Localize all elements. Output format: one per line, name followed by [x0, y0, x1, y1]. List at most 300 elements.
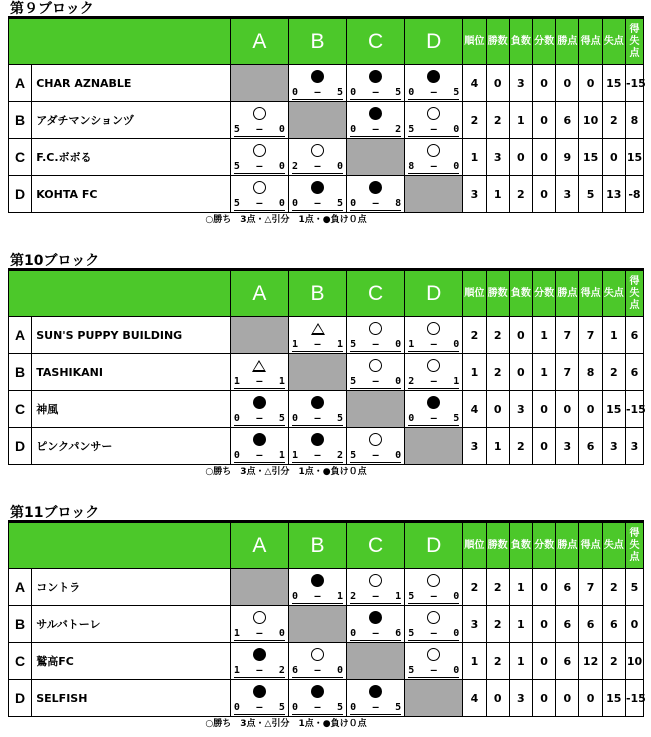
score-against: 5 — [395, 87, 402, 98]
score-against: 0 — [278, 161, 285, 172]
result-mark — [231, 141, 288, 159]
score-dash: – — [430, 87, 437, 98]
match-result-cell — [288, 139, 346, 176]
stat-header: 得点 — [579, 271, 602, 317]
match-result-cell — [405, 317, 463, 354]
score-dash: – — [372, 339, 379, 350]
stat-cell: 15 — [602, 65, 625, 102]
match-score — [292, 413, 343, 426]
score-dash: – — [256, 665, 263, 676]
stat-cell: 3 — [602, 428, 625, 465]
team-letter: B — [9, 354, 32, 391]
stat-cell: 1 — [533, 317, 556, 354]
table-row — [9, 569, 644, 606]
score-for: 6 — [291, 665, 298, 676]
match-score — [292, 161, 343, 174]
stat-header: 失点 — [602, 271, 625, 317]
stat-cell: 2 — [486, 354, 509, 391]
loss-dot-icon — [311, 181, 324, 194]
stat-cell: 2 — [602, 354, 625, 391]
team-letter: C — [9, 643, 32, 680]
loss-dot-icon — [369, 611, 382, 624]
stat-cell: 0 — [579, 680, 602, 717]
score-for: 0 — [350, 702, 357, 713]
win-circle-icon — [311, 144, 324, 157]
result-mark — [405, 67, 462, 85]
match-score — [350, 591, 401, 604]
result-mark — [289, 178, 346, 196]
stat-cell: 2 — [602, 643, 625, 680]
match-score — [234, 702, 285, 715]
score-against: 0 — [278, 628, 285, 639]
stat-cell: 2 — [486, 317, 509, 354]
result-mark — [231, 682, 288, 700]
loss-dot-icon — [253, 685, 266, 698]
team-name: CHAR AZNABLE — [32, 65, 231, 102]
header-blank — [9, 19, 231, 65]
stat-cell: 10 — [579, 102, 602, 139]
score-against: 6 — [395, 628, 402, 639]
score-for: 0 — [291, 198, 298, 209]
header-row — [9, 19, 644, 65]
match-result-cell — [347, 680, 405, 717]
match-result-cell — [347, 606, 405, 643]
block — [8, 504, 644, 731]
match-result-cell — [405, 391, 463, 428]
score-dash: – — [430, 591, 437, 602]
header-blank — [9, 271, 231, 317]
score-against: 0 — [453, 161, 460, 172]
match-result-cell — [288, 317, 346, 354]
stat-cell: 1 — [602, 317, 625, 354]
match-score — [350, 339, 401, 352]
match-score — [350, 450, 401, 463]
score-for: 5 — [233, 198, 240, 209]
team-name: SELFISH — [32, 680, 231, 717]
score-against: 5 — [337, 87, 344, 98]
score-dash: – — [372, 376, 379, 387]
match-result-cell — [230, 354, 288, 391]
table-row — [9, 139, 644, 176]
block-title: 第11ブロック — [8, 504, 644, 522]
score-against: 0 — [453, 124, 460, 135]
header-row — [9, 271, 644, 317]
result-mark — [347, 430, 404, 448]
match-score — [350, 124, 401, 137]
score-dash: – — [430, 628, 437, 639]
match-result-cell — [405, 102, 463, 139]
win-circle-icon — [427, 107, 440, 120]
stat-cell: 15 — [602, 391, 625, 428]
result-mark — [231, 393, 288, 411]
match-score — [408, 591, 459, 604]
match-score — [350, 198, 401, 211]
stat-cell: 8 — [579, 354, 602, 391]
loss-dot-icon — [311, 433, 324, 446]
block — [8, 252, 644, 479]
win-circle-icon — [427, 359, 440, 372]
header-row — [9, 523, 644, 569]
win-circle-icon — [427, 574, 440, 587]
team-letter: A — [9, 65, 32, 102]
score-for: 2 — [350, 591, 357, 602]
match-result-cell — [347, 317, 405, 354]
loss-dot-icon — [369, 70, 382, 83]
stat-header: 勝点 — [556, 523, 579, 569]
stat-cell: 7 — [579, 569, 602, 606]
stat-cell: 1 — [509, 569, 532, 606]
score-against: 0 — [278, 124, 285, 135]
win-circle-icon — [427, 611, 440, 624]
match-result-cell — [347, 428, 405, 465]
column-header: D — [405, 271, 463, 317]
match-score — [408, 161, 459, 174]
table-row — [9, 65, 644, 102]
loss-dot-icon — [253, 396, 266, 409]
score-for: 0 — [291, 591, 298, 602]
score-dash: – — [372, 198, 379, 209]
loss-dot-icon — [369, 181, 382, 194]
column-header: A — [230, 271, 288, 317]
stat-header: 負数 — [509, 271, 532, 317]
result-mark — [289, 571, 346, 589]
stat-cell: 0 — [486, 391, 509, 428]
team-letter: B — [9, 102, 32, 139]
result-mark — [231, 356, 288, 374]
column-header: D — [405, 19, 463, 65]
column-header: C — [347, 271, 405, 317]
stat-cell: 0 — [533, 176, 556, 213]
stat-header: 勝点 — [556, 19, 579, 65]
stat-cell: 3 — [509, 680, 532, 717]
score-for: 0 — [291, 87, 298, 98]
stat-cell: 3 — [463, 176, 486, 213]
match-score — [408, 376, 459, 389]
stat-cell: 0 — [533, 391, 556, 428]
score-dash: – — [314, 702, 321, 713]
result-mark — [231, 178, 288, 196]
team-name: ピンクパンサー — [32, 428, 231, 465]
result-mark — [405, 571, 462, 589]
score-dash: – — [430, 376, 437, 387]
stat-cell: 0 — [486, 680, 509, 717]
block-title: 第10ブロック — [8, 252, 644, 270]
match-result-cell — [288, 65, 346, 102]
stat-cell: -15 — [625, 65, 643, 102]
result-mark — [347, 571, 404, 589]
score-dash: – — [372, 702, 379, 713]
score-dash: – — [256, 413, 263, 424]
stat-cell: 0 — [556, 680, 579, 717]
stat-header: 得点 — [579, 19, 602, 65]
match-score — [234, 450, 285, 463]
loss-dot-icon — [369, 685, 382, 698]
score-against: 5 — [395, 702, 402, 713]
table-row — [9, 176, 644, 213]
stat-header: 順位 — [463, 271, 486, 317]
match-score — [234, 376, 285, 389]
score-dash: – — [314, 450, 321, 461]
team-name: アダチマンションヅ — [32, 102, 231, 139]
stat-header: 失点 — [602, 523, 625, 569]
stat-cell: 1 — [463, 139, 486, 176]
result-mark — [231, 104, 288, 122]
block — [8, 0, 644, 227]
self-match-cell — [405, 428, 463, 465]
match-score — [292, 450, 343, 463]
score-against: 0 — [278, 198, 285, 209]
score-for: 0 — [350, 198, 357, 209]
match-result-cell — [405, 354, 463, 391]
match-result-cell — [405, 569, 463, 606]
score-dash: – — [314, 87, 321, 98]
win-circle-icon — [369, 574, 382, 587]
stat-cell: 6 — [602, 606, 625, 643]
score-against: 2 — [337, 450, 344, 461]
match-result-cell — [347, 102, 405, 139]
stat-cell: 2 — [486, 606, 509, 643]
match-score — [292, 665, 343, 678]
score-against: 1 — [453, 376, 460, 387]
stat-cell: 12 — [579, 643, 602, 680]
match-score — [408, 413, 459, 426]
score-for: 1 — [233, 628, 240, 639]
match-score — [234, 665, 285, 678]
stat-cell: 8 — [625, 102, 643, 139]
match-score — [350, 376, 401, 389]
loss-dot-icon — [369, 107, 382, 120]
stat-cell: 3 — [625, 428, 643, 465]
match-score — [234, 124, 285, 137]
team-name: コントラ — [32, 569, 231, 606]
score-for: 2 — [291, 161, 298, 172]
match-score — [292, 339, 343, 352]
table-row — [9, 317, 644, 354]
score-against: 5 — [278, 702, 285, 713]
stat-cell: 3 — [509, 65, 532, 102]
stat-header: 得失点 — [625, 19, 643, 65]
stat-header: 分数 — [533, 19, 556, 65]
score-dash: – — [256, 161, 263, 172]
stat-header: 失点 — [602, 19, 625, 65]
win-circle-icon — [253, 181, 266, 194]
win-circle-icon — [369, 359, 382, 372]
self-match-cell — [347, 391, 405, 428]
score-against: 0 — [453, 339, 460, 350]
score-for: 1 — [408, 339, 415, 350]
stat-cell: 7 — [579, 317, 602, 354]
match-score — [350, 628, 401, 641]
score-dash: – — [430, 124, 437, 135]
match-result-cell — [347, 176, 405, 213]
stat-cell: 4 — [463, 680, 486, 717]
stat-header: 勝数 — [486, 19, 509, 65]
stat-cell: 6 — [556, 643, 579, 680]
stat-cell: 0 — [533, 65, 556, 102]
match-score — [408, 124, 459, 137]
stat-cell: 5 — [625, 569, 643, 606]
stat-cell: 0 — [556, 391, 579, 428]
score-for: 5 — [350, 450, 357, 461]
score-for: 0 — [233, 450, 240, 461]
table-row — [9, 643, 644, 680]
team-letter: A — [9, 569, 32, 606]
match-score — [234, 413, 285, 426]
result-mark — [347, 178, 404, 196]
match-result-cell — [347, 65, 405, 102]
column-header: A — [230, 19, 288, 65]
score-for: 0 — [408, 87, 415, 98]
stat-cell: 2 — [486, 643, 509, 680]
stat-cell: 6 — [625, 317, 643, 354]
loss-dot-icon — [311, 70, 324, 83]
stat-cell: 1 — [509, 606, 532, 643]
table-row — [9, 354, 644, 391]
stat-cell: 1 — [533, 354, 556, 391]
self-match-cell — [230, 65, 288, 102]
result-mark — [347, 319, 404, 337]
draw-triangle-icon — [311, 323, 325, 335]
loss-dot-icon — [253, 648, 266, 661]
stat-cell: 0 — [533, 606, 556, 643]
score-dash: – — [314, 665, 321, 676]
result-mark — [289, 645, 346, 663]
score-for: 5 — [350, 376, 357, 387]
stat-cell: 6 — [579, 606, 602, 643]
score-against: 1 — [278, 376, 285, 387]
score-for: 0 — [350, 124, 357, 135]
match-result-cell — [230, 102, 288, 139]
stat-cell: 0 — [509, 139, 532, 176]
stat-cell: 0 — [533, 102, 556, 139]
self-match-cell — [405, 680, 463, 717]
result-mark — [347, 682, 404, 700]
stat-cell: 6 — [625, 354, 643, 391]
stat-cell: 3 — [463, 606, 486, 643]
score-for: 0 — [350, 628, 357, 639]
score-against: 2 — [278, 665, 285, 676]
match-result-cell — [230, 391, 288, 428]
match-score — [292, 198, 343, 211]
stat-cell: 2 — [486, 102, 509, 139]
stat-header: 順位 — [463, 19, 486, 65]
match-result-cell — [288, 391, 346, 428]
score-for: 0 — [350, 87, 357, 98]
score-against: 0 — [453, 591, 460, 602]
standings-table — [8, 270, 644, 465]
match-result-cell — [288, 680, 346, 717]
score-for: 5 — [408, 591, 415, 602]
score-against: 2 — [395, 124, 402, 135]
score-for: 0 — [408, 413, 415, 424]
stat-cell: 1 — [486, 176, 509, 213]
column-header: D — [405, 523, 463, 569]
score-for: 8 — [408, 161, 415, 172]
match-score — [408, 628, 459, 641]
match-score — [234, 628, 285, 641]
stat-cell: 2 — [463, 317, 486, 354]
match-result-cell — [230, 606, 288, 643]
win-circle-icon — [427, 322, 440, 335]
score-for: 0 — [233, 702, 240, 713]
self-match-cell — [230, 569, 288, 606]
stat-cell: 0 — [509, 317, 532, 354]
stat-cell: 3 — [463, 428, 486, 465]
team-name: 神風 — [32, 391, 231, 428]
score-dash: – — [256, 124, 263, 135]
stat-cell: 0 — [486, 65, 509, 102]
table-row — [9, 391, 644, 428]
stat-header: 得失点 — [625, 523, 643, 569]
score-dash: – — [256, 198, 263, 209]
self-match-cell — [288, 354, 346, 391]
stat-cell: 0 — [533, 643, 556, 680]
column-header: B — [288, 19, 346, 65]
stat-cell: -15 — [625, 680, 643, 717]
result-mark — [405, 356, 462, 374]
match-score — [408, 87, 459, 100]
stat-cell: 5 — [579, 176, 602, 213]
match-result-cell — [288, 428, 346, 465]
result-mark — [289, 430, 346, 448]
match-score — [234, 198, 285, 211]
column-header: C — [347, 523, 405, 569]
score-dash: – — [430, 665, 437, 676]
stat-cell: 1 — [463, 643, 486, 680]
stat-cell: 10 — [625, 643, 643, 680]
team-letter: D — [9, 680, 32, 717]
stat-cell: 6 — [556, 569, 579, 606]
stat-header: 分数 — [533, 271, 556, 317]
score-dash: – — [314, 339, 321, 350]
stat-cell: -15 — [625, 391, 643, 428]
score-dash: – — [372, 124, 379, 135]
team-name: F.C.ボボる — [32, 139, 231, 176]
stat-cell: 2 — [509, 428, 532, 465]
stat-cell: 0 — [556, 65, 579, 102]
result-mark — [289, 393, 346, 411]
match-result-cell — [288, 176, 346, 213]
table-row — [9, 102, 644, 139]
match-score — [350, 702, 401, 715]
score-against: 5 — [337, 198, 344, 209]
stat-header: 負数 — [509, 19, 532, 65]
result-mark — [289, 67, 346, 85]
result-mark — [231, 645, 288, 663]
stat-cell: 2 — [602, 102, 625, 139]
loss-dot-icon — [311, 396, 324, 409]
score-against: 0 — [395, 450, 402, 461]
match-result-cell — [288, 643, 346, 680]
score-dash: – — [314, 591, 321, 602]
score-for: 1 — [233, 376, 240, 387]
stat-cell: 6 — [556, 102, 579, 139]
stat-cell: 6 — [556, 606, 579, 643]
score-dash: – — [314, 413, 321, 424]
score-against: 0 — [395, 339, 402, 350]
stat-cell: 1 — [509, 102, 532, 139]
self-match-cell — [347, 643, 405, 680]
score-against: 0 — [395, 376, 402, 387]
stat-cell: 0 — [533, 569, 556, 606]
win-circle-icon — [427, 648, 440, 661]
match-result-cell — [405, 606, 463, 643]
stat-cell: 0 — [579, 65, 602, 102]
stat-cell: 2 — [463, 569, 486, 606]
score-for: 5 — [233, 124, 240, 135]
stat-cell: 3 — [486, 139, 509, 176]
win-circle-icon — [253, 611, 266, 624]
